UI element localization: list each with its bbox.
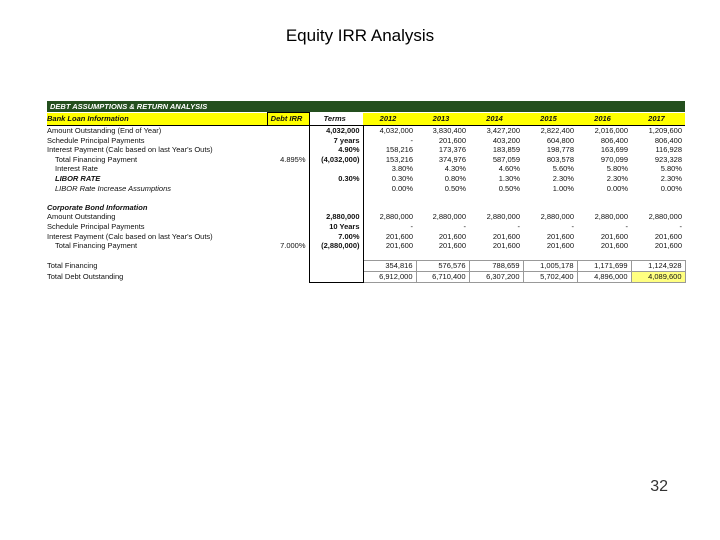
debt-irr-cell (267, 222, 309, 232)
year-value-cell: 4,032,000 (379, 126, 413, 135)
year-value-cell: 576,576 (416, 261, 469, 272)
year-value-cell: 4.60% (498, 164, 520, 174)
year-value-cell: - (410, 221, 413, 231)
page-number: 32 (650, 478, 668, 495)
year-value-cell: 2,880,000 (648, 212, 682, 222)
year-value-cell: 2,822,400 (540, 126, 574, 135)
debt-irr-cell (267, 261, 309, 272)
year-value-cell: 6,710,400 (416, 271, 469, 282)
table-row (47, 232, 685, 242)
terms-cell: 2,880,000 (309, 212, 363, 222)
row-label: Interest Payment (Calc based on last Year's Outs) (47, 231, 213, 241)
year-value-cell: 4,089,600 (631, 271, 685, 282)
debt-irr-cell (267, 271, 309, 282)
year-value-cell: - (571, 221, 574, 231)
table-row (47, 212, 685, 222)
year-value-cell: 788,659 (469, 261, 523, 272)
year-value-cell: 2,880,000 (486, 212, 520, 222)
year-value-cell: 201,600 (546, 241, 574, 251)
year-value-cell: 0.00% (606, 183, 628, 193)
table-row (47, 184, 685, 194)
year-value-cell: 5.80% (660, 164, 682, 174)
table-row (47, 136, 685, 146)
year-value-cell: 201,600 (438, 231, 466, 241)
table-row (47, 155, 685, 165)
row-label: LIBOR RATE (55, 173, 101, 183)
row-label: Schedule Principal Payments (47, 221, 145, 231)
debt-table (47, 112, 686, 283)
row-label: Total Debt Outstanding (47, 271, 124, 281)
year-value-cell: 403,200 (492, 135, 520, 145)
year-value-cell: 374,976 (438, 154, 466, 164)
year-value-cell: 2.30% (606, 173, 628, 183)
row-label: Total Financing (47, 261, 98, 271)
year-value-cell: 158,216 (385, 145, 413, 155)
year-value-cell: 198,778 (546, 145, 574, 155)
row-label: Schedule Principal Payments (47, 135, 145, 145)
year-value-cell: 354,816 (363, 261, 416, 272)
terms-cell: 4.90% (309, 145, 363, 155)
debt-irr-cell (267, 145, 309, 155)
debt-irr-cell (267, 174, 309, 184)
year-value-cell: 0.30% (391, 173, 413, 183)
spacer-row (47, 193, 685, 203)
terms-cell: 7 years (309, 136, 363, 146)
year-value-cell: 201,600 (438, 241, 466, 251)
year-value-cell: 1.00% (552, 183, 574, 193)
year-value-cell: 5,702,400 (523, 271, 577, 282)
year-value-cell: 2.30% (552, 173, 574, 183)
year-value-cell: 183,859 (492, 145, 520, 155)
col-terms-header: Terms (309, 113, 363, 126)
year-value-cell: 1,209,600 (648, 126, 682, 135)
col-debt-irr-header: Debt IRR (267, 113, 309, 126)
sheet-header: DEBT ASSUMPTIONS & RETURN ANALYSIS (47, 101, 685, 112)
year-value-cell: 2.30% (660, 173, 682, 183)
year-value-cell: 116,928 (655, 145, 682, 155)
table-row (47, 261, 685, 272)
year-value-cell: 5.60% (552, 164, 574, 174)
debt-irr-cell: 4.895% (280, 154, 306, 164)
terms-cell: 10 Years (309, 222, 363, 232)
year-value-cell: 1,171,699 (577, 261, 631, 272)
year-value-cell: 201,600 (492, 231, 520, 241)
year-value-cell: - (410, 135, 413, 145)
debt-irr-cell (267, 184, 309, 194)
year-value-cell: 201,600 (654, 241, 682, 251)
slide-title: Equity IRR Analysis (285, 26, 435, 45)
row-label: Interest Payment (Calc based on last Year's Outs) (47, 145, 213, 155)
year-value-cell: 0.00% (660, 183, 682, 193)
year-value-cell: 4.30% (444, 164, 466, 174)
year-value-cell: 1,005,178 (523, 261, 577, 272)
debt-irr-cell (267, 126, 309, 136)
year-value-cell: 201,600 (492, 241, 520, 251)
year-value-cell: 803,578 (546, 154, 574, 164)
terms-cell: (4,032,000) (309, 155, 363, 165)
debt-assumptions-sheet (47, 101, 685, 283)
col-year-header: 2015 (523, 113, 577, 126)
year-value-cell: 173,376 (438, 145, 466, 155)
year-value-cell: 923,328 (654, 154, 682, 164)
year-value-cell: 201,600 (385, 231, 413, 241)
col-year-header: 2012 (363, 113, 416, 126)
col-label-header: Bank Loan Information (47, 113, 267, 126)
year-value-cell: 970,099 (600, 154, 628, 164)
table-row (47, 174, 685, 184)
year-value-cell: 0.50% (444, 183, 466, 193)
terms-cell: (2,880,000) (309, 241, 363, 251)
year-value-cell: 1.30% (498, 173, 520, 183)
terms-cell: 0.30% (309, 174, 363, 184)
table-row (47, 271, 685, 282)
year-value-cell: 201,600 (600, 241, 628, 251)
year-value-cell: 1,124,928 (631, 261, 685, 272)
year-value-cell: 201,600 (546, 231, 574, 241)
table-row (47, 126, 685, 136)
year-value-cell: 2,880,000 (432, 212, 466, 222)
year-value-cell: 201,600 (438, 135, 466, 145)
table-row (47, 241, 685, 251)
year-value-cell: 0.50% (498, 183, 520, 193)
year-value-cell: 2,880,000 (540, 212, 574, 222)
terms-cell (309, 261, 363, 272)
row-label: Total Financing Payment (55, 154, 138, 164)
year-value-cell: 3.80% (391, 164, 413, 174)
year-value-cell: 3,427,200 (486, 126, 520, 135)
table-row (47, 222, 685, 232)
year-value-cell: - (463, 221, 466, 231)
year-value-cell: 6,912,000 (363, 271, 416, 282)
year-value-cell: 2,880,000 (594, 212, 628, 222)
year-value-cell: - (625, 221, 628, 231)
debt-irr-cell: 7.000% (280, 241, 306, 251)
year-value-cell: 201,600 (654, 231, 682, 241)
debt-irr-cell (267, 232, 309, 242)
col-year-header: 2016 (577, 113, 631, 126)
year-value-cell: 806,400 (600, 135, 628, 145)
row-label: LIBOR Rate Increase Assumptions (55, 183, 172, 193)
terms-cell (309, 271, 363, 282)
table-row (47, 164, 685, 174)
year-value-cell: 604,800 (546, 135, 574, 145)
debt-irr-cell (267, 136, 309, 146)
year-value-cell: - (679, 221, 682, 231)
terms-cell (309, 164, 363, 174)
row-label: Amount Outstanding (47, 212, 116, 222)
section-header-row (47, 203, 685, 213)
column-header-row (47, 113, 685, 126)
row-label: Interest Rate (55, 164, 98, 174)
terms-cell (309, 184, 363, 194)
year-value-cell: 0.00% (391, 183, 413, 193)
year-value-cell: 0.80% (444, 173, 466, 183)
row-label: Amount Outstanding (End of Year) (47, 126, 162, 135)
year-value-cell: 806,400 (654, 135, 682, 145)
year-value-cell: 587,059 (492, 154, 520, 164)
year-value-cell: 4,896,000 (577, 271, 631, 282)
col-year-header: 2017 (631, 113, 685, 126)
year-value-cell: 5.80% (606, 164, 628, 174)
row-label: Total Financing Payment (55, 241, 138, 251)
debt-irr-cell (267, 164, 309, 174)
spacer-row (47, 251, 685, 261)
terms-cell: 7.00% (309, 232, 363, 242)
year-value-cell: 201,600 (385, 241, 413, 251)
debt-irr-cell (267, 212, 309, 222)
table-row (47, 145, 685, 155)
year-value-cell: 6,307,200 (469, 271, 523, 282)
col-year-header: 2013 (416, 113, 469, 126)
year-value-cell: 2,016,000 (594, 126, 628, 135)
year-value-cell: 153,216 (385, 154, 413, 164)
year-value-cell: 3,830,400 (432, 126, 466, 135)
year-value-cell: 163,699 (600, 145, 628, 155)
corporate-bond-header: Corporate Bond Information (47, 202, 148, 212)
year-value-cell: - (517, 221, 520, 231)
year-value-cell: 2,880,000 (379, 212, 413, 222)
year-value-cell: 201,600 (600, 231, 628, 241)
terms-cell: 4,032,000 (309, 126, 363, 136)
col-year-header: 2014 (469, 113, 523, 126)
